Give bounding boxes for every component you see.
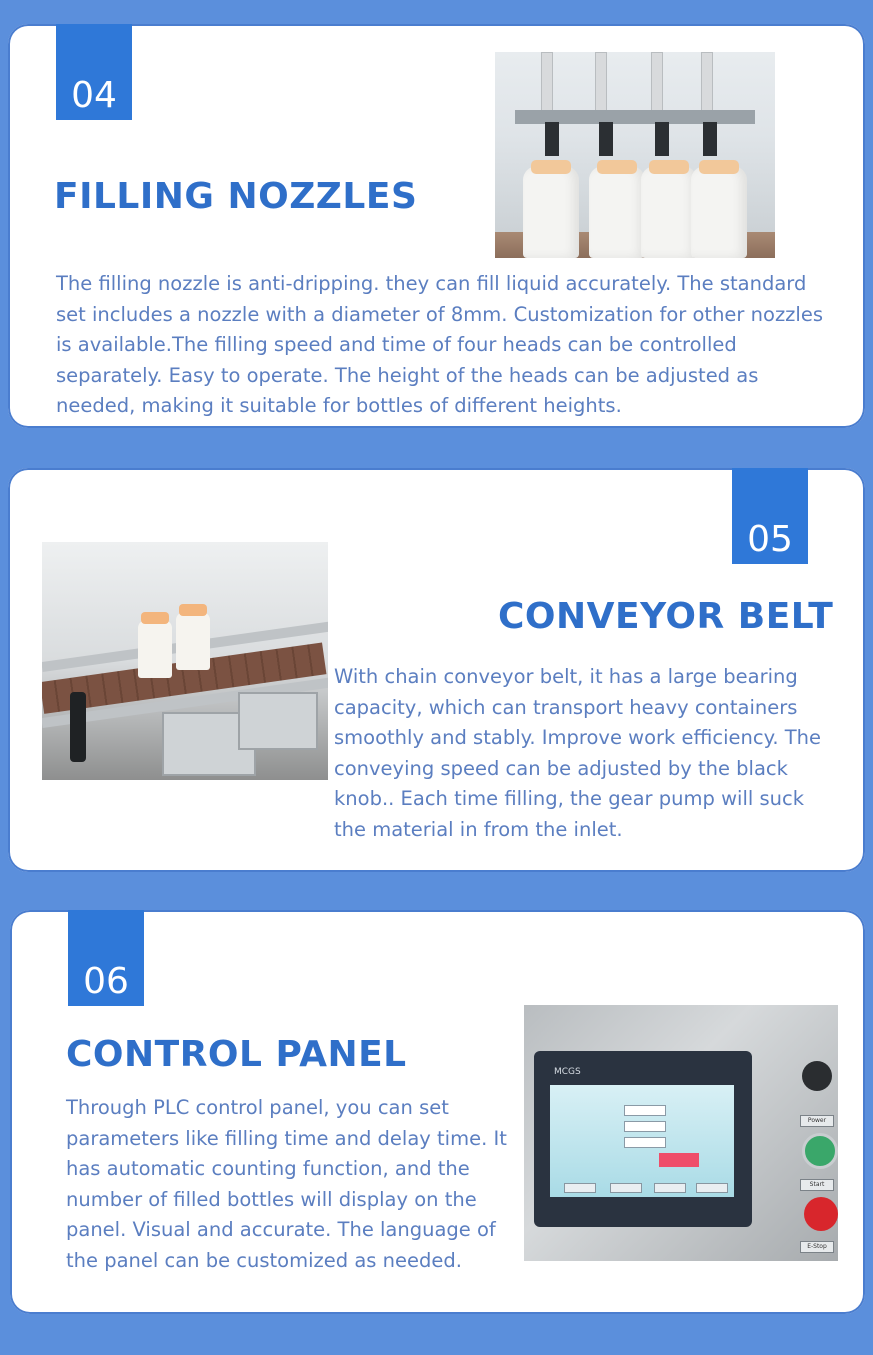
section-number-badge: 04 <box>56 24 132 120</box>
conveyor-belt-photo <box>42 542 328 780</box>
section-number-badge: 05 <box>732 468 808 564</box>
section-number-badge: 06 <box>68 910 144 1006</box>
start-label: Start <box>800 1179 834 1191</box>
section-conveyor-belt <box>8 468 865 872</box>
e-stop-label: E-Stop <box>800 1241 834 1253</box>
section-control-panel <box>10 910 865 1314</box>
control-panel-photo <box>524 1005 838 1261</box>
section-description: The filling nozzle is anti-dripping. they can fill liquid accurately. The standard set includes a nozzle with a diameter of 8mm. Customization for other nozzles is available.The filling speed and time of four heads can be controlled separately. Easy to operate. The height of the heads can be adjusted as needed, making it suitable for bottles of different heights. <box>56 272 823 417</box>
filling-nozzles-photo <box>495 52 775 258</box>
section-title: FILLING NOZZLES <box>54 176 418 217</box>
section-filling-nozzles <box>8 24 865 428</box>
panel-brand-label: MCGS <box>554 1067 581 1077</box>
section-title: CONTROL PANEL <box>66 1034 407 1075</box>
section-description: Through PLC control panel, you can set parameters like filling time and delay time. It has automatic counting function, and the number of filled bottles will display on the panel. Visual and accurate. The language of the panel can be customized as needed. <box>66 1096 507 1272</box>
power-label: Power <box>800 1115 834 1127</box>
section-title: CONVEYOR BELT <box>498 596 834 637</box>
section-description: With chain conveyor belt, it has a large bearing capacity, which can transport heavy containers smoothly and stably. Improve work efficiency. The conveying speed can be adjusted by the black knob.. Each time filling, the gear pump will suck the material in from the inlet. <box>334 665 822 841</box>
